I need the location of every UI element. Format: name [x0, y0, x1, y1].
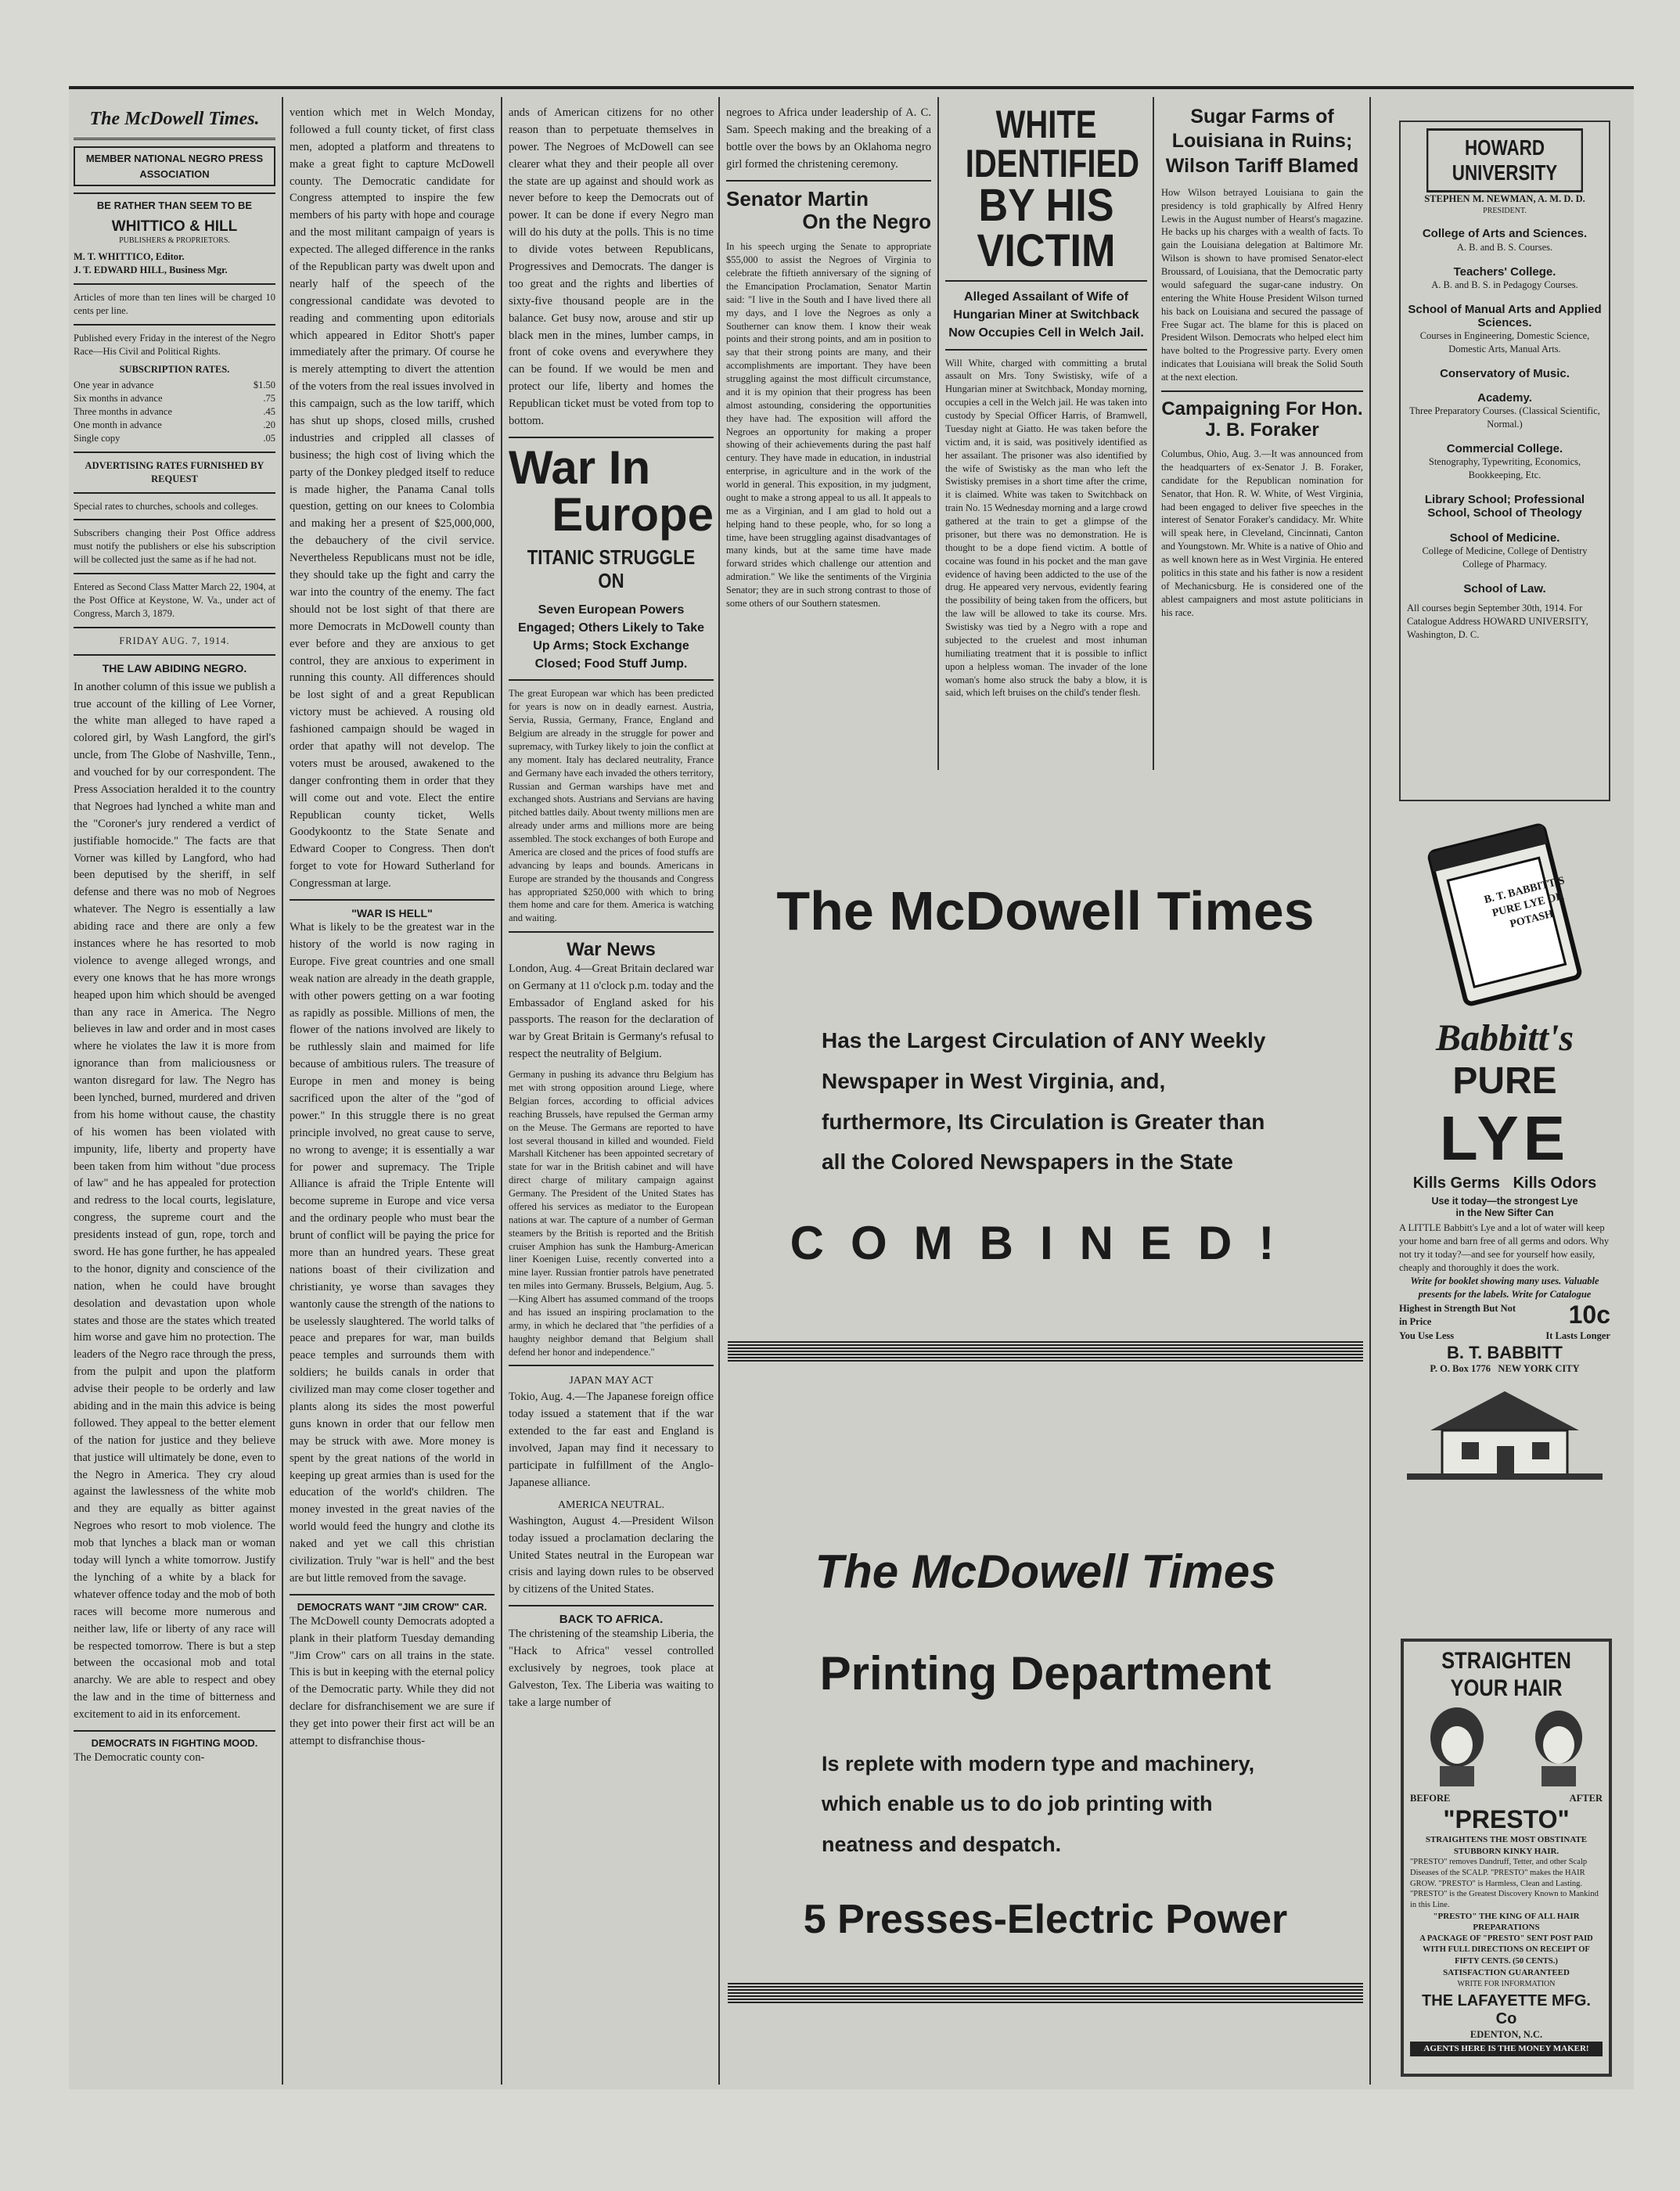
war-is-hell-headline: "WAR IS HELL": [351, 906, 433, 919]
column-3: [509, 105, 714, 2085]
ad-title-circulation: The McDowell Times: [776, 880, 1315, 941]
war-news-body: London, Aug. 4—Great Britain declared war on Germany at 11 o'clock p.m. today and the Embassador of England asked for his passports. The reason for the declaration of war by Great Britain is Germany's refusal to respect the neutrality of Belgium.: [509, 962, 714, 1061]
babbitt-lye-ad: [1399, 813, 1610, 1627]
lye-highest: Highest in Strength But Not in Price: [1399, 1302, 1516, 1327]
howard-president-title: PRESIDENT.: [1483, 206, 1527, 215]
rate-row: [74, 432, 275, 445]
ad-combined: COMBINED!: [790, 1217, 1301, 1269]
howard-item-sub: Courses in Engineering, Domestic Science, Domestic Arts, Manual Arts.: [1419, 330, 1590, 354]
howard-item-sub: A. B. and B. S. in Pedagogy Courses.: [1431, 279, 1578, 290]
titanic-struggle: TITANIC STRUGGLE ON: [527, 545, 696, 592]
white-identified-headline: WHITE IDENTIFIED: [965, 105, 1140, 185]
lye-pure: PURE: [1452, 1060, 1557, 1103]
rate-row: [74, 379, 275, 392]
manager: J. T. EDWARD HILL, Business Mgr.: [74, 264, 228, 276]
presto-package: A PACKAGE OF "PRESTO" SENT POST PAID WITH FULL DIRECTIONS ON RECEIPT OF FIFTY CENTS. (50 CENTS.): [1419, 1934, 1593, 1966]
column-1: [74, 105, 275, 2085]
column-rule: [1369, 97, 1371, 2085]
white-identified-body: Will White, charged with committing a brutal assault on Mrs. Tony Swistisky, wife of a Hungarian miner at Switchback, Monday morning, occupies a cell in the Welch jail. He was taken into custody by Special Officer Harris, of Bramwell, Tuesday night at Giatto. He was taken before the victim and, it is said, was positively identified as her assailant. The prisoner was also identified by the wife of Swistisky as the man who left the Swistisky premises in a short time after the crime, it is claimed. White was taken to Switchback on train No. 15 Wednesday morning and a large crowd gathered at the train to get a glimpse of the prisoner, but there was no demonstration. He is thought to be a dope fiend victim. A bottle of cocaine was found in his pocket and the man gave evidence of having been addicted to the use of the drug. He appeared very nervous, evidently fearing the possibility of being taken from the officers, but the law will be allowed to take its course. Mrs. Swistisky was tied by a Negro with a rope and subjected to the cruelest and most inhuman humiliating treatment that it is possible to inflict upon a helpless woman. The invader of the lone woman's home also struck the baby a blow, it is said, which left bruises on the child's tender flesh.: [945, 357, 1147, 699]
rate-price: $1.50: [253, 380, 275, 391]
howard-item-name: Conservatory of Music.: [1440, 366, 1570, 380]
howard-university-ad: [1399, 121, 1610, 801]
foraker-headline: Campaigning For Hon. J. B. Foraker: [1161, 398, 1363, 441]
japan-body: Tokio, Aug. 4.—The Japanese foreign office today issued a statement that if the war extended to the far east and England is involved, Japan may find it necessary to participate in fulfillment of the Anglo-Japanese alliance.: [509, 1391, 714, 1489]
rates-list: [74, 379, 275, 444]
lye-can-label: B. T. BABBITT'S PURE LYE OR POTASH: [1483, 875, 1567, 930]
ad-title-printing: The McDowell Times: [815, 1545, 1276, 1598]
jim-crow-headline: DEMOCRATS WANT "JIM CROW" CAR.: [297, 1600, 487, 1613]
issue-date: FRIDAY AUG. 7, 1914.: [119, 635, 230, 646]
presto-body: "PRESTO" removes Dandruff, Tetter, and other Scalp Diseases of the SCALP. "PRESTO" makes the HAIR GROW. "PRESTO" is Harmless, Clean and Lasting. "PRESTO" is the Greatest Discovery Known to Mankind in this Line.: [1410, 1858, 1599, 1909]
editor: M. T. WHITTICO, Editor.: [74, 251, 185, 263]
rate-price: .05: [263, 432, 275, 444]
rate-row: [74, 419, 275, 432]
column-4: [726, 105, 931, 762]
rate-row: [74, 392, 275, 405]
howard-item-name: School of Law.: [1463, 581, 1546, 595]
howard-item-name: Library School; Professional School, School of Theology: [1424, 493, 1585, 520]
hair-portraits-icon: [1410, 1702, 1606, 1788]
lye-price: 10c: [1568, 1301, 1610, 1329]
lye-maker: B. T. BABBITT: [1447, 1343, 1563, 1363]
ad-rule: [728, 1983, 1363, 2006]
europe-headline: Europe: [552, 487, 714, 541]
entered-note: Entered as Second Class Matter March 22, 1904, at the Post Office at Keystone, W. Va., under act of Congress, March 3, 1879.: [74, 581, 275, 619]
sugar-farms-headline: Sugar Farms of Louisiana in Ruins; Wilson Tariff Blamed: [1165, 106, 1359, 177]
presto-king: "PRESTO" THE KING OF ALL HAIR PREPARATIONS: [1433, 1911, 1580, 1933]
ad-rule: [728, 1341, 1363, 1365]
adv-rates: ADVERTISING RATES FURNISHED BY REQUEST: [85, 459, 264, 484]
law-abiding-body: In another column of this issue we publish a true account of the killing of Lee Vorner, the white man alleged to have raped a colored girl, by Wash Langford, the girl's uncle, from The Globe of Nashville, Tenn., and vouched for by our correspondent. The Press Association heralded it to the country that Negroes had lynched a white man and the "Coroner's jury rendered a verdict of justifiable homocide." The facts are that Vorner was killed by Langford, who had been deputised by the sheriff, in self defense and there was no mob of Negroes whatever. The Negro is essentially a law abiding race and there are only a few instances where he has resorted to mob violence to avenge alleged wrongs, and every one knows that he has more wrongs heaped upon him which should be avenged than any race in America. The Negro believes in law and order and in most cases where he violates the law it is more from ignorance than from maliciousness or wanton disregard for law. The Negro has been lynched, burned, murdered and driven from his home without cause, the chastity of his women has been violated with impunity, life, liberty and property have been taken from him without "due process of law" and he has appealed for protection and redress to the local courts, legislature, congress, the supreme court and the presidents instead of gun, rope, torch and sword. He has gone further, he has appealed to the honor, dignity and conscience of the nation, when he could have brought desolation and devastation upon whole states and those are the states which treated him worse and gave him no protection. The leaders of the Negro race through the press, from the pulpit and upon the platform advise their people to be orderly and law abiding and in the main this advice is being followed. They appeal to the better element of the nation for justice and they believe that justice will ultimately be done, even to the Negro in America. They cry aloud against the lawlessness of the white mob and they are equally as bitter against Negroes who resort to mob violence. The mob that lynches a black man or woman today will lynch a white tomorrow. Justify the lynching of a white by a black for whatever offence today and the mob of both races will become more numerous and neither law, life or liberty of any race will be respected tomorrow. There is but a step between the occasional mob and total anarchy. We are able to respect and obey the law and in the time of bitterness and excitement to aid in its enforcement.: [74, 680, 275, 1722]
motto: BE RATHER THAN SEEM TO BE: [96, 200, 253, 211]
presto-brand: "PRESTO": [1443, 1804, 1570, 1833]
ad-circulation-claim: Has the Largest Circulation of ANY Weekly Newspaper in West Virginia, and, furthermore, Its Circulation is Greater than all the Colored Newspapers in the State: [822, 1028, 1266, 1175]
rate-label: One month in advance: [74, 419, 162, 431]
column-rule: [937, 97, 939, 770]
column-6: [1161, 105, 1363, 762]
howard-item-name: School of Medicine.: [1449, 531, 1560, 545]
howard-item-sub: A. B. and B. S. Courses.: [1456, 241, 1553, 253]
howard-item-name: Commercial College.: [1446, 442, 1563, 456]
howard-president: STEPHEN M. NEWMAN, A. M. D. D.: [1424, 193, 1585, 204]
howard-items: [1407, 227, 1603, 595]
presto-ad: [1401, 1639, 1612, 2077]
howard-footer: All courses begin September 30th, 1914. For Catalogue Address HOWARD UNIVERSITY, Washington, D. C.: [1407, 602, 1588, 640]
howard-item-sub: Stenography, Typewriting, Economics, Bookkeeping, Etc.: [1428, 456, 1581, 481]
rate-label: Six months in advance: [74, 393, 163, 405]
war-news-details: Germany in pushing its advance thru Belgium has met with strong opposition around Liege, where Belgian forces, according to official advices reaching Brussels, have repulsed the German army on the Meuse. The Germans are reported to have lost several thousand in killed and wounded. Field Marshall Kitchener has been appointed secretary of state for war in the British cabinet and will have direct charge of military campaign against Germany. The President of the United States has offered his services as mediator to the European nations at war. The capture of a number of German steamers by the British is reported and the British cruiser Amphion has sunk the Hamburg-American liner Koenigen Luise, recently converted into a mine layer. Russian frontier patrols have penetrated ten miles into Germany. Brussels, Belgium, Aug. 5.—King Albert has assumed command of the troops and has issued an inspiring proclamation to the army, in which he declared that "the perfidies of a haughty neighbor demand that Belgium shall defend her honor and independence.": [509, 1069, 714, 1358]
mcdowell-times-ad: [728, 793, 1363, 2077]
ad-printing-department: Printing Department: [819, 1647, 1272, 1700]
war-europe-body: The great European war which has been predicted for years is now on in deadly earnest. Austria, Servia, Russia, Germany, France, England and Belgium are already in the struggle for power and supremacy, with Turkey likely to join the conflict at any moment. Italy has declared neutrality, France and Germany have each invaded the others territory, Russian and German warships have met and exchanged shots. Austrians and Servians are having pitched battles daily. About twenty millions men are already under arms and millions more are being assembled. The stock exchanges of both Europe and America are closed and the prices of food stuffs are advancing by leaps and bounds. Americans in Europe are stranded by the thousands and Congress has appropriated $250,000 with which to bring them home and care for them. America is watching and waiting.: [509, 688, 714, 924]
liberia-body: negroes to Africa under leadership of A. C. Sam. Speech making and the breaking of a bottle over the bows by an Oklahoma negro girl formed the christening ceremony.: [726, 106, 931, 171]
foraker-body: Columbus, Ohio, Aug. 3.—It was announced from the headquarters of ex-Senator J. B. Foraker, candidate for the Republican nomination for Senator, that Hon. R. W. White, of West Virginia, had been engaged to deliver five speeches in the interest of Senator Foraker's candidacy. Mr. White will speak here, in Cleveland, Cincinnati, Canton and Youngstown. Mr. White is a native of Ohio and as well known here as in West Virginia. He entered politics in this state and his father is now a resident of Mechanicsburg. He is considered one of the ablest campaigners and most astute politicians in his race.: [1161, 448, 1363, 618]
column-rule: [282, 97, 283, 2085]
house-icon: [1399, 1376, 1610, 1485]
presto-location: EDENTON, N.C.: [1470, 2029, 1543, 2041]
masthead-title: The McDowell Times.: [74, 105, 275, 140]
howard-item-name: College of Arts and Sciences.: [1422, 227, 1588, 241]
neutral-body: Washington, August 4.—President Wilson today issued a proclamation declaring the United States neutral in the European war crisis and laying down rules to be observed by citizens of the United States.: [509, 1514, 714, 1596]
democrats-fighting-headline: DEMOCRATS IN FIGHTING MOOD.: [91, 1736, 258, 1749]
column-rule: [501, 97, 502, 2085]
senator-martin-body: In his speech urging the Senate to appropriate $55,000 to assist the Negroes of Virginia to celebrate the fiftieth anniversary of the signing of the Emancipation Proclamation, Senator Martin said: "I live in the South and I have lived there all my days, and I love the Negroes as only a Southerner can know them. I know their weak points and their strong points, and am in position to say that their strong points are many, and their accomplishments are important. They have been struggling against the most difficult circumstance, and it is my opinion that their progress has been almost astounding, considering the opportunities they have had. The exposition will afford the Negroes an opportunity for making a proper showing of their achievements during the past half century. They have made in education, in industrial enterprise, in agriculture and in the work of the world in general. This exposition, in my judgment, ought to make a strong appeal to us all. It appeals to me as a Virginian, and I am glad to hold out a helping hand to these people, who, for so long a time, have been struggling against disadvantages of many kinds, but at the same time have made forward strides which challenge our attention and admiration." We like the sentiments of the Virginia Senator; they are in such strong contrast to those of some others of our Southern statesmen.: [726, 241, 931, 609]
war-news-headline: War News: [567, 939, 656, 961]
lye-body: A LITTLE Babbitt's Lye and a lot of water will keep your home and barn free of all germs and odors. Why not try it today?—and see for yourself how easily, cheaply and thoroughly it does the work.: [1399, 1222, 1610, 1273]
rate-label: Three months in advance: [74, 406, 172, 418]
lye-write: Write for booklet showing many uses. Valuable presents for the labels. Write for Catalogue: [1410, 1275, 1599, 1300]
special-rates: Special rates to churches, schools and colleges.: [74, 500, 259, 512]
howard-title: HOWARD UNIVERSITY: [1426, 128, 1583, 192]
presto-company: THE LAFAYETTE MFG. Co: [1422, 1992, 1591, 2028]
subscription-title: SUBSCRIPTION RATES.: [119, 363, 230, 375]
rate-price: .45: [263, 406, 275, 418]
howard-item-name: School of Manual Arts and Applied Sciences.: [1408, 302, 1602, 329]
howard-item-sub: College of Medicine, College of Dentistry College of Pharmacy.: [1422, 545, 1588, 570]
howard-item-sub: Three Preparatory Courses. (Classical Scientific, Normal.): [1409, 405, 1600, 430]
white-identified-deck: Alleged Assailant of Wife of Hungarian Miner at Switchback Now Occupies Cell in Welch Jail.: [948, 290, 1144, 340]
member-box: MEMBER NATIONAL NEGRO PRESS ASSOCIATION: [74, 146, 275, 186]
ad-presses: 5 Presses-Electric Power: [803, 1897, 1288, 1942]
publishers: WHITTICO & HILL: [111, 218, 238, 235]
presto-write-info: WRITE FOR INFORMATION: [1457, 1979, 1556, 1988]
war-is-hell-body: What is likely to be the greatest war in the history of the world is now raging in Europe. Five great countries and one small weak nation are already in the death grapple, with other powers getting on a war footing as rapidly as possible. Millions of men, the flower of the nations involved are likely to be ruthlessly slain and maimed for life because of ambitious rulers. The treasure of Europe in men and money is being sacrificed upon the alter of the "god of power." In this struggle there is no great principle involved, no great cause to serve, no wrong to avenge; it is essentially a war for power and supremacy. The Triple Alliance is afraid the Triple Entente will become supreme in Europe and vice versa and the ordinary people who must bear the brunt of conflict will be paying the price for more than an hundred years. These great nations boast of their civilization and christianity, ye worse than savages they wantonly cause the strength of the nations to be uselessly slaughtered. The world talks of peace and prepares for war, man builds peace temples and surrounds them with soldiers; he builds canals in order that civilized man may come closer together and plants along its sides the most powerful guns known in order that our fellow men may be struck with awe. More money is spent by the great nations of the world in keeping up great armies than is used for the education of the world's children. The money invested in the great navies of the world would feed the hungry and clothe its naked and yet we call this christian civilization. Truly "war is hell" and the best are but little removed from the savage.: [290, 921, 495, 1585]
newspaper-page: [69, 86, 1634, 2089]
lye-word: LYE: [1439, 1103, 1570, 1174]
rate-label: One year in advance: [74, 380, 154, 391]
war-deck: Seven European Powers Engaged; Others Likely to Take Up Arms; Stock Exchange Closed; Food Stuff Jump.: [518, 603, 704, 671]
presto-straightens: STRAIGHTENS THE MOST OBSTINATE STUBBORN KINKY HAIR.: [1425, 1834, 1588, 1856]
presto-agents: AGENTS HERE IS THE MONEY MAKER!: [1410, 2042, 1603, 2056]
presto-your-hair: YOUR HAIR: [1450, 1675, 1563, 1701]
howard-item-name: Academy.: [1477, 391, 1532, 405]
presto-before: BEFORE: [1410, 1793, 1451, 1804]
rate-label: Single copy: [74, 432, 121, 444]
law-abiding-headline: THE LAW ABIDING NEGRO.: [102, 661, 247, 675]
column-rule: [1153, 97, 1154, 770]
lye-lasts: It Lasts Longer: [1545, 1330, 1610, 1342]
rate-price: .20: [263, 419, 275, 431]
presto-satisfaction: SATISFACTION GUARANTEED: [1443, 1967, 1570, 1977]
sugar-farms-body: How Wilson betrayed Louisiana to gain the presidency is told graphically by Alfred Henry Lewis in the August number of Hearst's magazine. He backs up his charges with a wealth of facts. To gain the Louisiana delegation at Baltimore Mr. Wilson is shown to have promised Senator-elect Broussard, of Louisiana, that the Democratic party would safeguard the sugar-cane industry. On entering the White House President Wilson turned his back on Louisiana and secured the passage of Free Sugar act. The blame for this is placed on President Wilson. Democrats who helped elect him have bolted to the Progressive party. Every omen indicates that Louisiana will break the Solid South at the next election.: [1161, 186, 1363, 383]
by-his-victim-headline: BY HIS VICTIM: [977, 180, 1116, 276]
presto-after: AFTER: [1569, 1793, 1603, 1804]
lye-kills: Kills Germs Kills Odors: [1412, 1175, 1597, 1193]
lye-use-it: Use it today—the strongest Lye in the New Sifter Can: [1431, 1196, 1578, 1218]
ad-replete: Is replete with modern type and machinery, which enable us to do job printing with neatness and despatch.: [822, 1752, 1255, 1856]
column-rule: [718, 97, 720, 2085]
jim-crow-body: The McDowell county Democrats adopted a plank in their platform Tuesday demanding "Jim Crow" cars on all trains in the state. This is but in keeping with the eternal policy of the Democratic party. While they did not declare for disfranchisement we are sure if they get into power their first act will be an attempt to disfranchise thous-: [290, 1614, 495, 1747]
column-2: [290, 105, 495, 2085]
articles-note: Articles of more than ten lines will be charged 10 cents per line.: [74, 292, 275, 316]
senator-martin-headline: Senator Martin: [726, 186, 869, 210]
howard-item-name: Teachers' College.: [1453, 264, 1556, 279]
subscribers-note: Subscribers changing their Post Office address must notify the publishers or else his subscription will be collected just the same as if he had not.: [74, 527, 275, 566]
lye-brand: Babbitt's: [1435, 1017, 1574, 1059]
war-in-headline: War In: [509, 441, 651, 494]
convention-body: vention which met in Welch Monday, followed a full county ticket, of first class men, adopted a platform and threatens to make a great fight to capture McDowell county. The Democratic candidate for Congress attempted to inspire the few members of his party with hope and courage and the most militant campaign of years is expected. The alleged difference in the ranks of the Republican party was dwelt upon and nearly half of the speech of the congressional candidate was devoted to reading and commenting upon editorials which appeared in Editor Shott's paper immediately after the primary. Of course he is merely attempting to divert the attention of the voters from the real issues involved in this campaign, such as the low tariff, which has shut up shops, closed mills, crushed industries and crippled all classes of business; the high cost of living which the party of the Donkey pledged itself to reduce is made higher, the Panama Canal tolls question, getting on our knees to Colombia and making her a present of $25,000,000, the debauchery of the civil service. Nevertheless Republicans must not be idle, they should take up the fight and carry the war into the country of the enemy. The fact should not be lost sight of that there are more Democrats in McDowell county than ever before and they are anxious to get control, they are anxious to experiment in running this county. All differences should be lost sight of and a great Republican victory must be achieved. A rousing old fashioned campaign should be waged in order that apathy will not develop. The voters must be aroused, awakened to the danger confronting them in order that they will come out and vote. Elect the entire Republican county ticket, Wells Goodykoontz to the State Senate and Edward Cooper to Congress. Then don't forget to vote for Howard Sutherland for Congressman at large.: [290, 106, 495, 890]
presto-straighten: STRAIGHTEN: [1441, 1648, 1571, 1674]
back-to-africa-body: The christening of the steamship Liberia, the "Hack to Africa" vessel controlled exclusively by negroes, took place at Galveston, Tex. The Liberia was waiting to take a large number of: [509, 1628, 714, 1709]
lye-use-less: You Use Less: [1399, 1330, 1455, 1342]
rate-price: .75: [263, 393, 275, 405]
publishers-sub: PUBLISHERS & PROPRIETORS.: [119, 236, 230, 245]
back-to-africa-headline: BACK TO AFRICA.: [559, 1613, 664, 1627]
democrats-fighting-text: The Democratic county con-: [74, 1750, 205, 1764]
on-the-negro-headline: On the Negro: [802, 210, 931, 234]
lye-address: P. O. Box 1776 NEW YORK CITY: [1430, 1363, 1580, 1375]
column-5: [945, 105, 1147, 762]
rate-row: [74, 405, 275, 419]
published-note: Published every Friday in the interest of the Negro Race—His Civil and Political Rights.: [74, 332, 275, 357]
neutral-headline: AMERICA NEUTRAL.: [557, 1498, 665, 1511]
negroes-mcdowell-body: ands of American citizens for no other reason than to perpetuate themselves in power. The Negroes of McDowell can see clearer what they and their people all over the state are up against and should work as never before to keep the Democrats out of power. It can be done if every Negro man will do his duty at the polls. This is no time to divide votes between Republicans, Progressives and Democrats. The danger is too great and the rights and liberties of sixty-five thousand people are in the balance. Get busy now, arouse and stir up black men in the mines, lumber camps, in front of coke ovens and everywhere they can be found. If we would be men and protect our life, liberty and homes the Republican ticket must be voted from top to bottom.: [509, 106, 714, 428]
japan-headline: JAPAN MAY ACT: [569, 1375, 653, 1387]
